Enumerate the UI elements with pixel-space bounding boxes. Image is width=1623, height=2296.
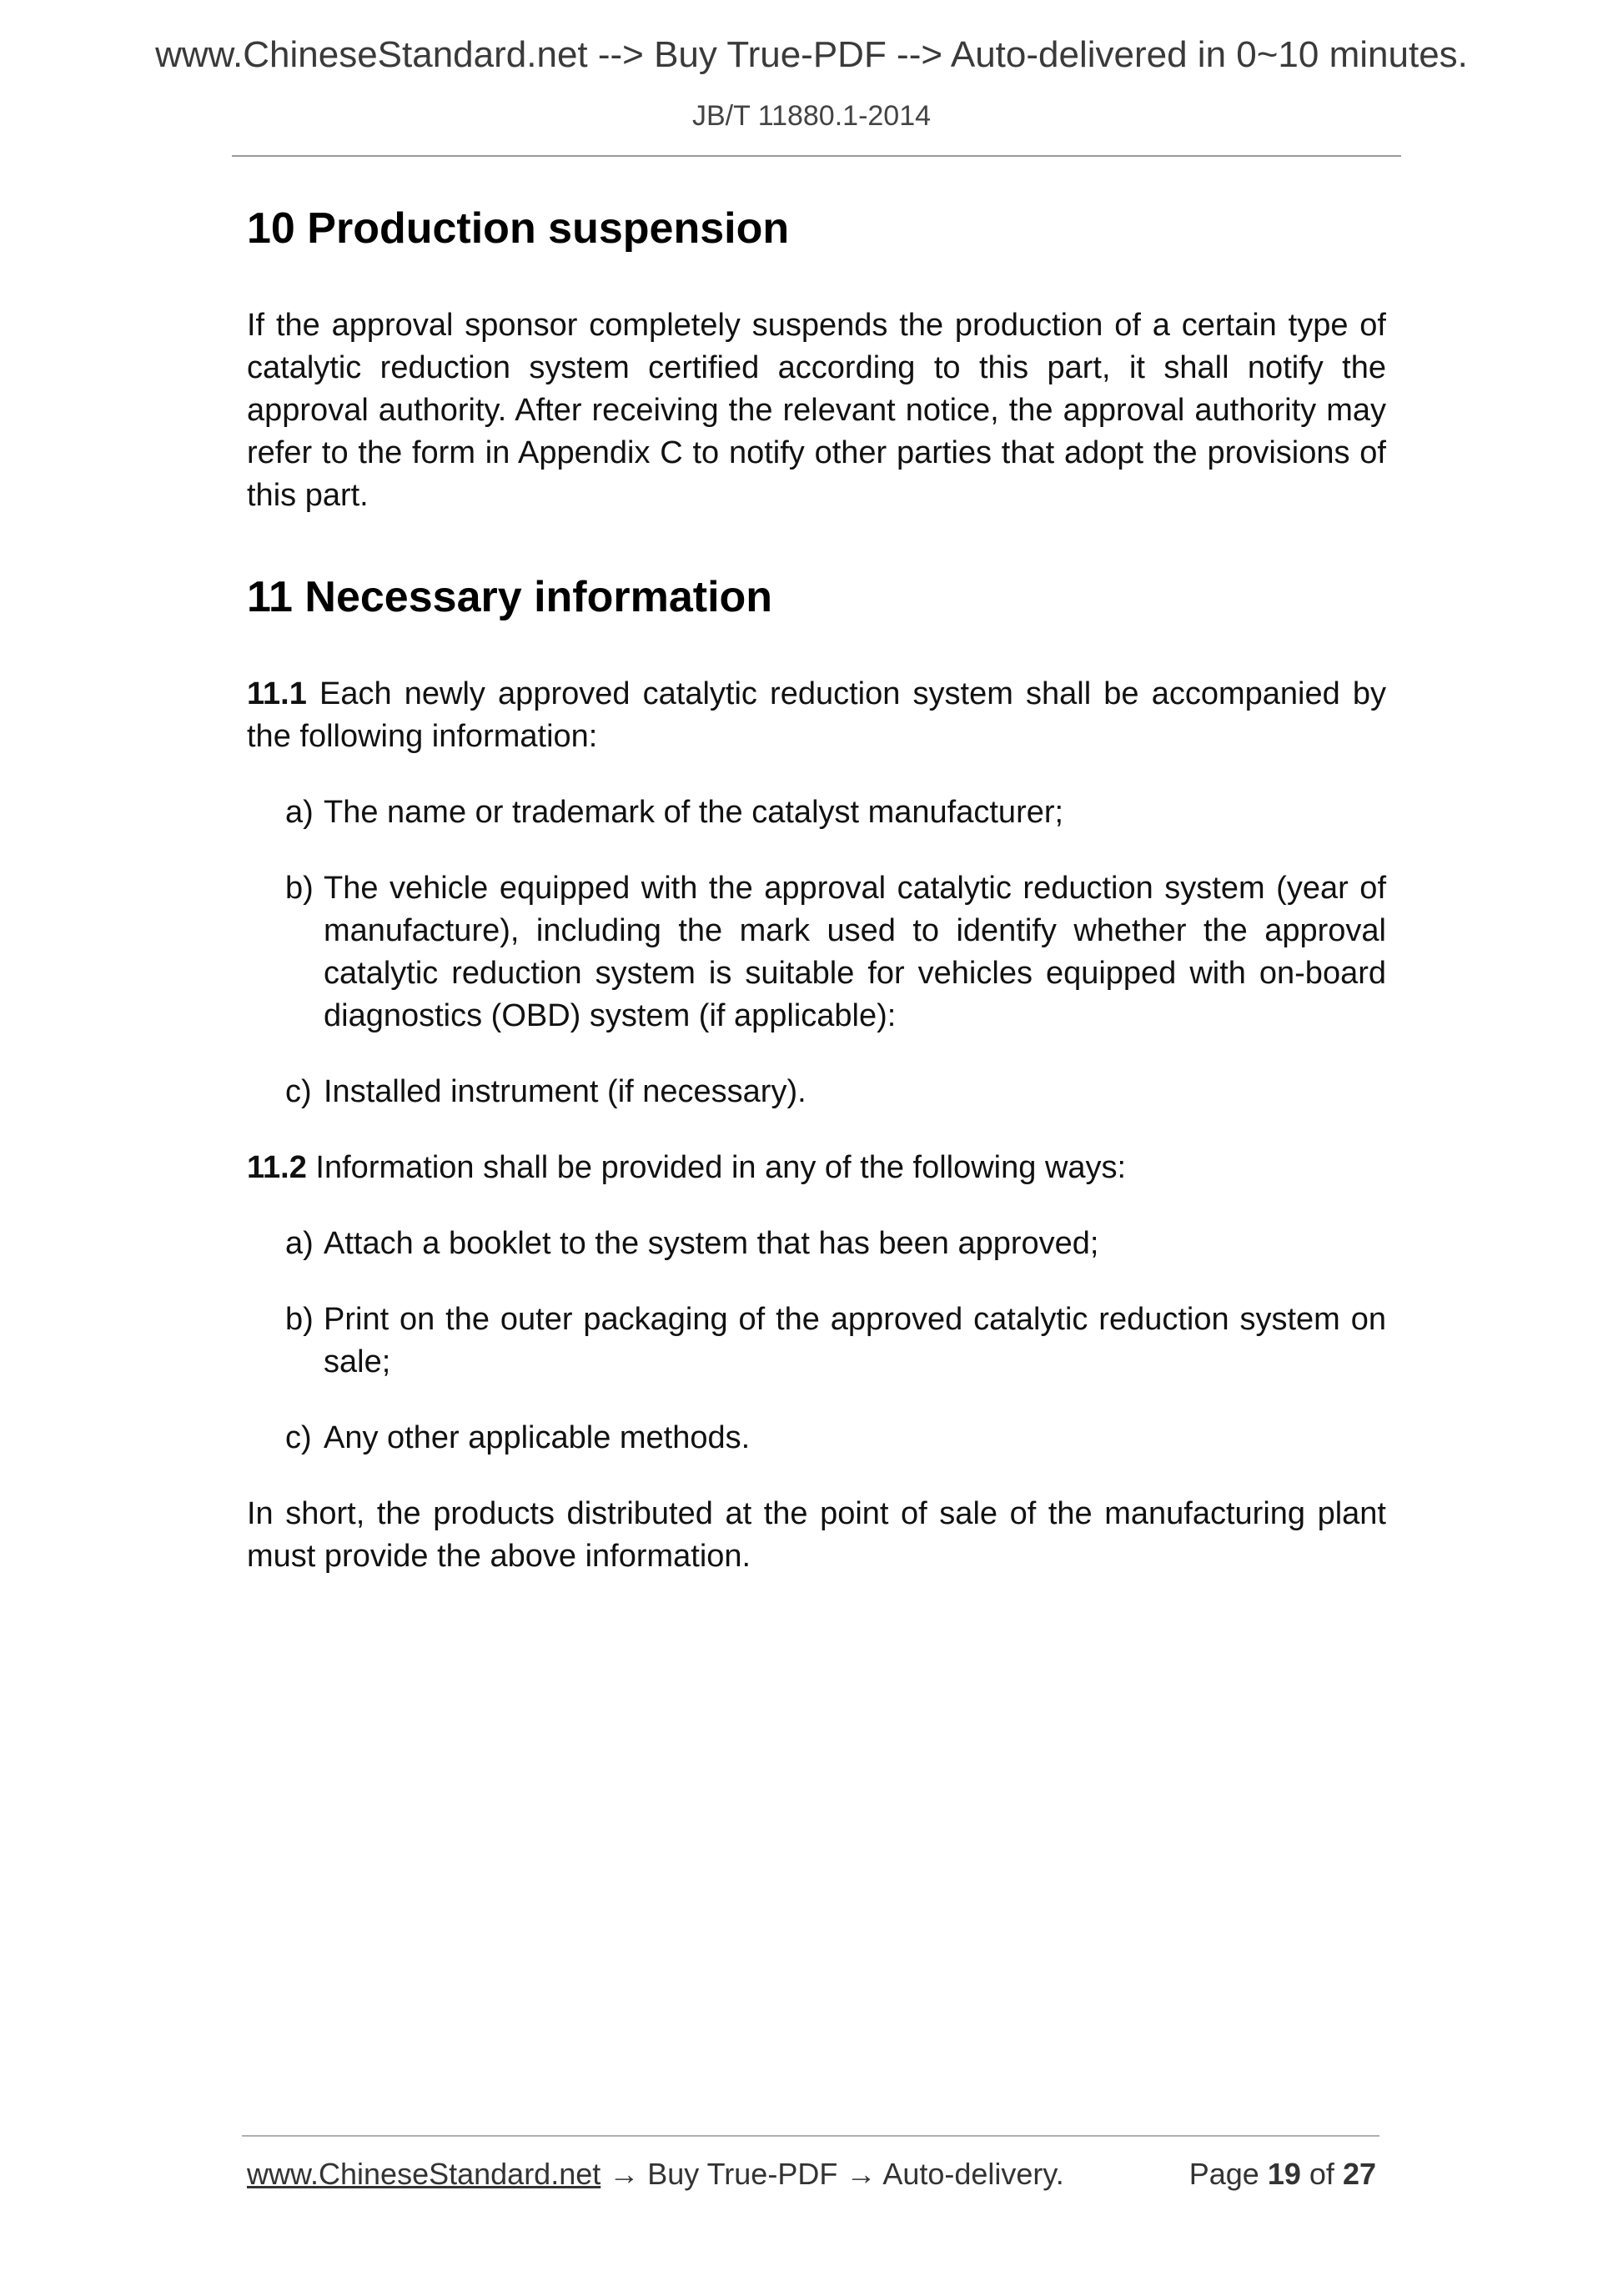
list-item-text: Print on the outer packaging of the approved catalytic reduction system on sale; (324, 1302, 1386, 1380)
list-marker: b) (285, 871, 314, 907)
page-indicator (1189, 2157, 1376, 2192)
list-item (247, 791, 1386, 834)
clause-11-2 (247, 1147, 1386, 1189)
list-item-text: Installed instrument (if necessary). (324, 1074, 806, 1110)
document-body (247, 205, 1386, 1578)
top-banner: www.ChineseStandard.net --> Buy True-PDF --> Auto-delivered in 0~10 minutes. (155, 34, 1468, 75)
clause-11-1 (247, 673, 1386, 758)
clause-11-2-number: 11.2 (247, 1150, 307, 1186)
header-divider (232, 155, 1401, 157)
page-label: Page (1188, 2157, 1259, 2191)
clause-11-1-text: Each newly approved catalytic reduction system shall be accompanied by the following information: (247, 676, 1386, 755)
list-marker: a) (285, 1226, 314, 1262)
list-item-text: Any other applicable methods. (324, 1420, 751, 1456)
standard-code: JB/T 11880.1-2014 (691, 100, 932, 132)
list-item (247, 1223, 1386, 1265)
footer-left (247, 2157, 1064, 2192)
list-marker: c) (285, 1420, 312, 1456)
clause-11-2-text: Information shall be provided in any of the following ways: (306, 1150, 1127, 1186)
closing-paragraph: In short, the products distributed at the point of sale of the manufacturing plant must provide the above information. (247, 1496, 1386, 1575)
list-item (247, 1299, 1386, 1384)
section-11-heading: 11 Necessary information (247, 573, 773, 622)
list-item-text: The vehicle equipped with the approval catalytic reduction system (year of manufacture), including the mark used to identify whether the approval catalytic reduction system is suitable for vehicles equipped with on-board diagnostics (OBD) system (if applicable): (324, 871, 1386, 1034)
list-item (247, 1071, 1386, 1113)
list-item (247, 867, 1386, 1037)
clause-11-1-number: 11.1 (247, 676, 307, 712)
total-pages-number: 27 (1342, 2157, 1376, 2191)
footer-divider (242, 2135, 1379, 2137)
list-marker: c) (285, 1074, 312, 1110)
list-item-text: The name or trademark of the catalyst manufacturer; (324, 795, 1064, 831)
section-10-paragraph: If the approval sponsor completely suspends the production of a certain type of catalytic reduction system certified according to this part, it shall notify the approval authority. After receiving the relevant notice, the approval authority may refer to the form in Appendix C to notify other parties that adopt the provisions of this part. (247, 308, 1386, 514)
footer-site-link[interactable]: www.ChineseStandard.net (247, 2157, 601, 2191)
list-marker: a) (285, 795, 314, 831)
footer-tagline: → Buy True-PDF → Auto-delivery. (600, 2157, 1064, 2191)
list-item (247, 1417, 1386, 1459)
list-item-text: Attach a booklet to the system that has been approved; (324, 1226, 1099, 1262)
section-10-heading: 10 Production suspension (247, 204, 790, 253)
current-page-number: 19 (1267, 2157, 1301, 2191)
of-label: of (1309, 2157, 1334, 2191)
list-marker: b) (285, 1302, 314, 1338)
